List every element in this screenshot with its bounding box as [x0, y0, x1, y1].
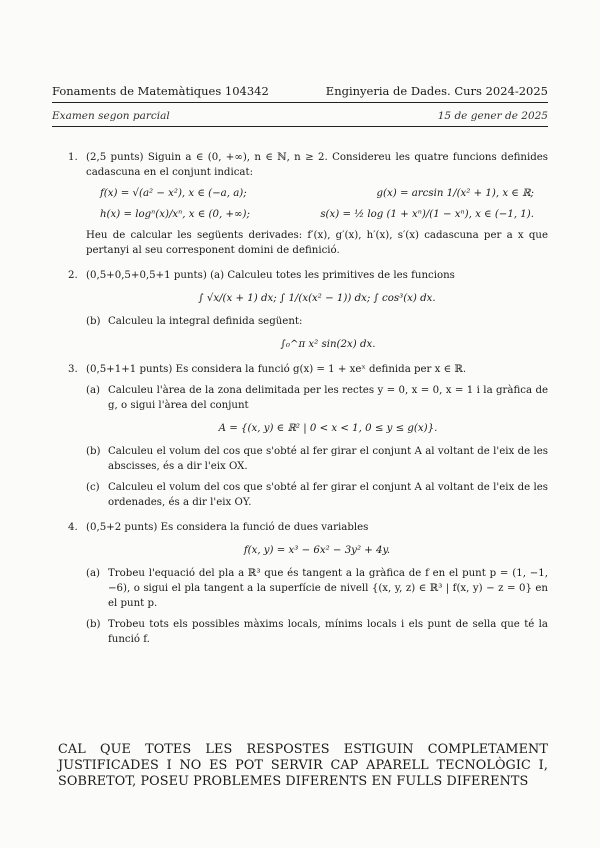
problem-number: 4.: [68, 522, 78, 533]
formula-row: [100, 186, 534, 201]
problem-statement: (0,5+2 punts) Es considera la funció de dues variables: [86, 522, 369, 533]
exam-header: [52, 84, 548, 127]
exam-name: Examen segon parcial: [52, 110, 170, 122]
subquestion-a: [86, 383, 548, 436]
formula-g: g(x) = arcsin 1/(x² + 1), x ∈ ℝ;: [376, 188, 534, 199]
subquestion-b: [86, 314, 548, 352]
subquestion-a: [86, 566, 548, 611]
subquestion-label: (b): [86, 619, 101, 630]
formula-f: f(x) = √(a² − x²), x ∈ (−a, a);: [100, 188, 247, 199]
problem-3: [68, 362, 548, 510]
subquestion-c: [86, 480, 548, 510]
header-rule-bottom: [52, 126, 548, 127]
subquestion-text: Trobeu tots els possibles màxims locals, mínims locals i els punt de sella que té la funció f.: [108, 619, 548, 645]
problem-4: [68, 520, 548, 647]
subquestion-b: [86, 617, 548, 647]
exam-date: 15 de gener de 2025: [437, 110, 548, 122]
problems-list: [68, 150, 548, 657]
formula-definite-integral: ∫₀^π x² sin(2x) dx.: [280, 339, 376, 350]
formula-two-variables: f(x, y) = x³ − 6x² − 3y² + 4y.: [243, 545, 391, 556]
problem-number: 1.: [68, 152, 78, 163]
instructions-footer: CAL QUE TOTES LES RESPOSTES ESTIGUIN COMPLETAMENT JUSTIFICADES I NO ES POT SERVIR CAP APARELL TECNOLÒGIC I, SOBRETOT, POSEU PROBLEMES DIFERENTS EN FULLS DIFERENTS: [58, 742, 548, 789]
subquestion-text: Calculeu el volum del cos que s'obté al fer girar el conjunt A al voltant de l'eix de les ordenades, és a dir l'eix OY.: [108, 482, 548, 508]
problem-statement: (2,5 punts) Siguin a ∈ (0, +∞), n ∈ ℕ, n ≥ 2. Considereu les quatre funcions definides cadascuna en el conjunt indicat:: [86, 152, 548, 178]
subquestion-label: (b): [86, 446, 101, 457]
course-title: Fonaments de Matemàtiques 104342: [52, 84, 269, 98]
subquestion-text: Calculeu la integral definida següent:: [108, 316, 303, 327]
subquestion-label: (b): [86, 316, 101, 327]
subquestion-label: (a): [86, 568, 101, 579]
degree-title: Enginyeria de Dades. Curs 2024-2025: [325, 84, 548, 98]
header-rule: [52, 102, 548, 103]
subquestion-label: (c): [86, 482, 100, 493]
subquestion-label: (a): [86, 385, 101, 396]
formula-integrals: ∫ √x/(x + 1) dx; ∫ 1/(x(x² − 1)) dx; ∫ cos³(x) dx.: [198, 293, 436, 304]
formula-row: [100, 207, 534, 222]
formula-set-a: A = {(x, y) ∈ ℝ² | 0 < x < 1, 0 ≤ y ≤ g(x)}.: [218, 423, 438, 434]
subquestion-text: Calculeu el volum del cos que s'obté al fer girar el conjunt A al voltant de l'eix de les abscisses, és a dir l'eix OX.: [108, 446, 548, 472]
problem-number: 3.: [68, 364, 78, 375]
formula-h: h(x) = logⁿ(x)/xⁿ, x ∈ (0, +∞);: [100, 209, 250, 220]
subquestion-text: Trobeu l'equació del pla a ℝ³ que és tangent a la gràfica de f en el punt p = (1, −1, −6), o sigui el pla tangent a la superfície de nivell {(x, y, z) ∈ ℝ³ | f(x, y) − z = 0} en el punt p.: [108, 568, 548, 609]
problem-1: [68, 150, 548, 258]
subquestion-b: [86, 444, 548, 474]
problem-task: Heu de calcular les següents derivades: f′(x), g′(x), h′(x), s′(x) cadascuna per a x que pertanyi al seu corresponent domini de definició.: [86, 230, 548, 256]
problem-number: 2.: [68, 270, 78, 281]
problem-2: [68, 268, 548, 352]
problem-statement: (0,5+1+1 punts) Es considera la funció g(x) = 1 + xeˣ definida per x ∈ ℝ.: [86, 364, 467, 375]
formula-s: s(x) = ½ log (1 + xⁿ)/(1 − xⁿ), x ∈ (−1, 1).: [320, 209, 534, 220]
subquestion-text: Calculeu l'àrea de la zona delimitada per les rectes y = 0, x = 0, x = 1 i la gràfica de g, o sigui l'àrea del conjunt: [108, 385, 548, 411]
problem-statement: (0,5+0,5+0,5+1 punts) (a) Calculeu totes les primitives de les funcions: [86, 270, 455, 281]
